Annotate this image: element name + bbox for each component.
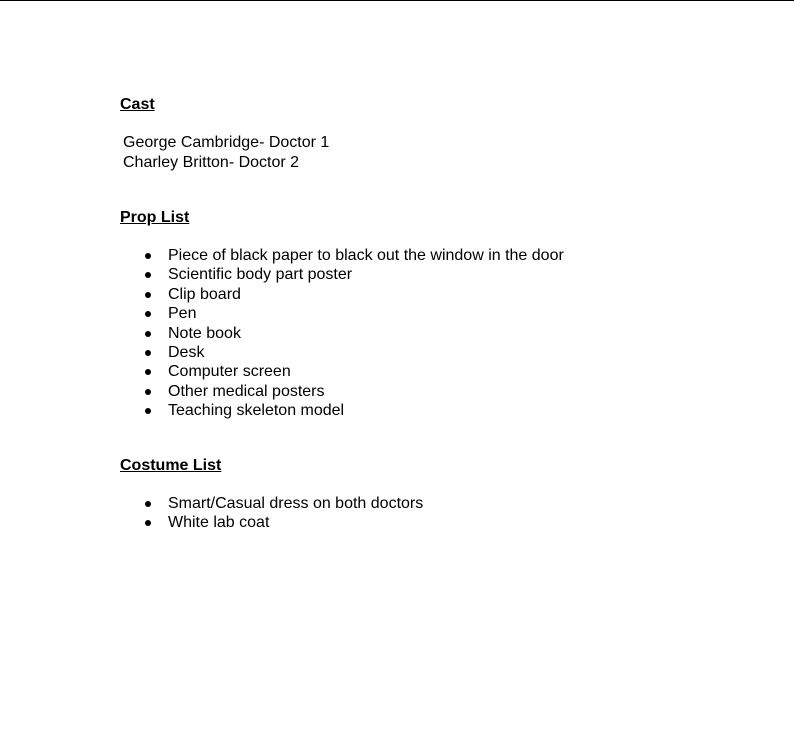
prop-item: [120, 401, 760, 420]
prop-item-label: Scientific body part poster: [168, 266, 353, 284]
bullet-icon: [145, 369, 151, 375]
cast-member: Charley Britton- Doctor 2: [123, 153, 300, 171]
prop-item-label: Pen: [168, 305, 197, 323]
prop-item-label: Note book: [168, 324, 241, 342]
costume-item: [120, 494, 760, 513]
prop-item: [120, 362, 760, 381]
top-border-line: [0, 0, 794, 1]
cast-heading: Cast: [120, 96, 155, 113]
prop-list: [120, 246, 760, 421]
costume-item-label: Smart/Casual dress on both doctors: [168, 494, 424, 512]
prop-item-label: Other medical posters: [168, 382, 325, 400]
prop-item-label: Computer screen: [168, 363, 291, 381]
prop-item: [120, 285, 760, 304]
costume-list-heading: Costume List: [120, 456, 222, 474]
prop-item-label: Desk: [168, 344, 205, 362]
bullet-icon: [145, 350, 151, 356]
prop-item: [120, 382, 760, 401]
bullet-icon: [145, 331, 151, 337]
bullet-icon: [145, 389, 151, 395]
prop-item: [120, 304, 760, 323]
prop-item: [120, 343, 760, 362]
prop-item: [120, 324, 760, 343]
prop-list-heading: Prop List: [120, 209, 190, 226]
prop-item-label: Piece of black paper to black out the window in the door: [168, 247, 564, 264]
bullet-icon: [145, 501, 151, 507]
bullet-icon: [145, 292, 151, 298]
costume-item: [120, 513, 760, 532]
cast-list: [123, 133, 760, 172]
cast-member: George Cambridge- Doctor 1: [123, 134, 330, 151]
costume-item-label: White lab coat: [168, 514, 270, 532]
bullet-icon: [145, 520, 151, 526]
bullet-icon: [145, 253, 151, 259]
bullet-icon: [145, 311, 151, 317]
costume-list: [120, 494, 760, 533]
document-body: [120, 95, 760, 532]
prop-item-label: Teaching skeleton model: [168, 402, 345, 420]
prop-item-label: Clip board: [168, 285, 241, 303]
prop-item: [120, 265, 760, 284]
bullet-icon: [145, 272, 151, 278]
bullet-icon: [145, 408, 151, 414]
prop-item: [120, 246, 760, 265]
